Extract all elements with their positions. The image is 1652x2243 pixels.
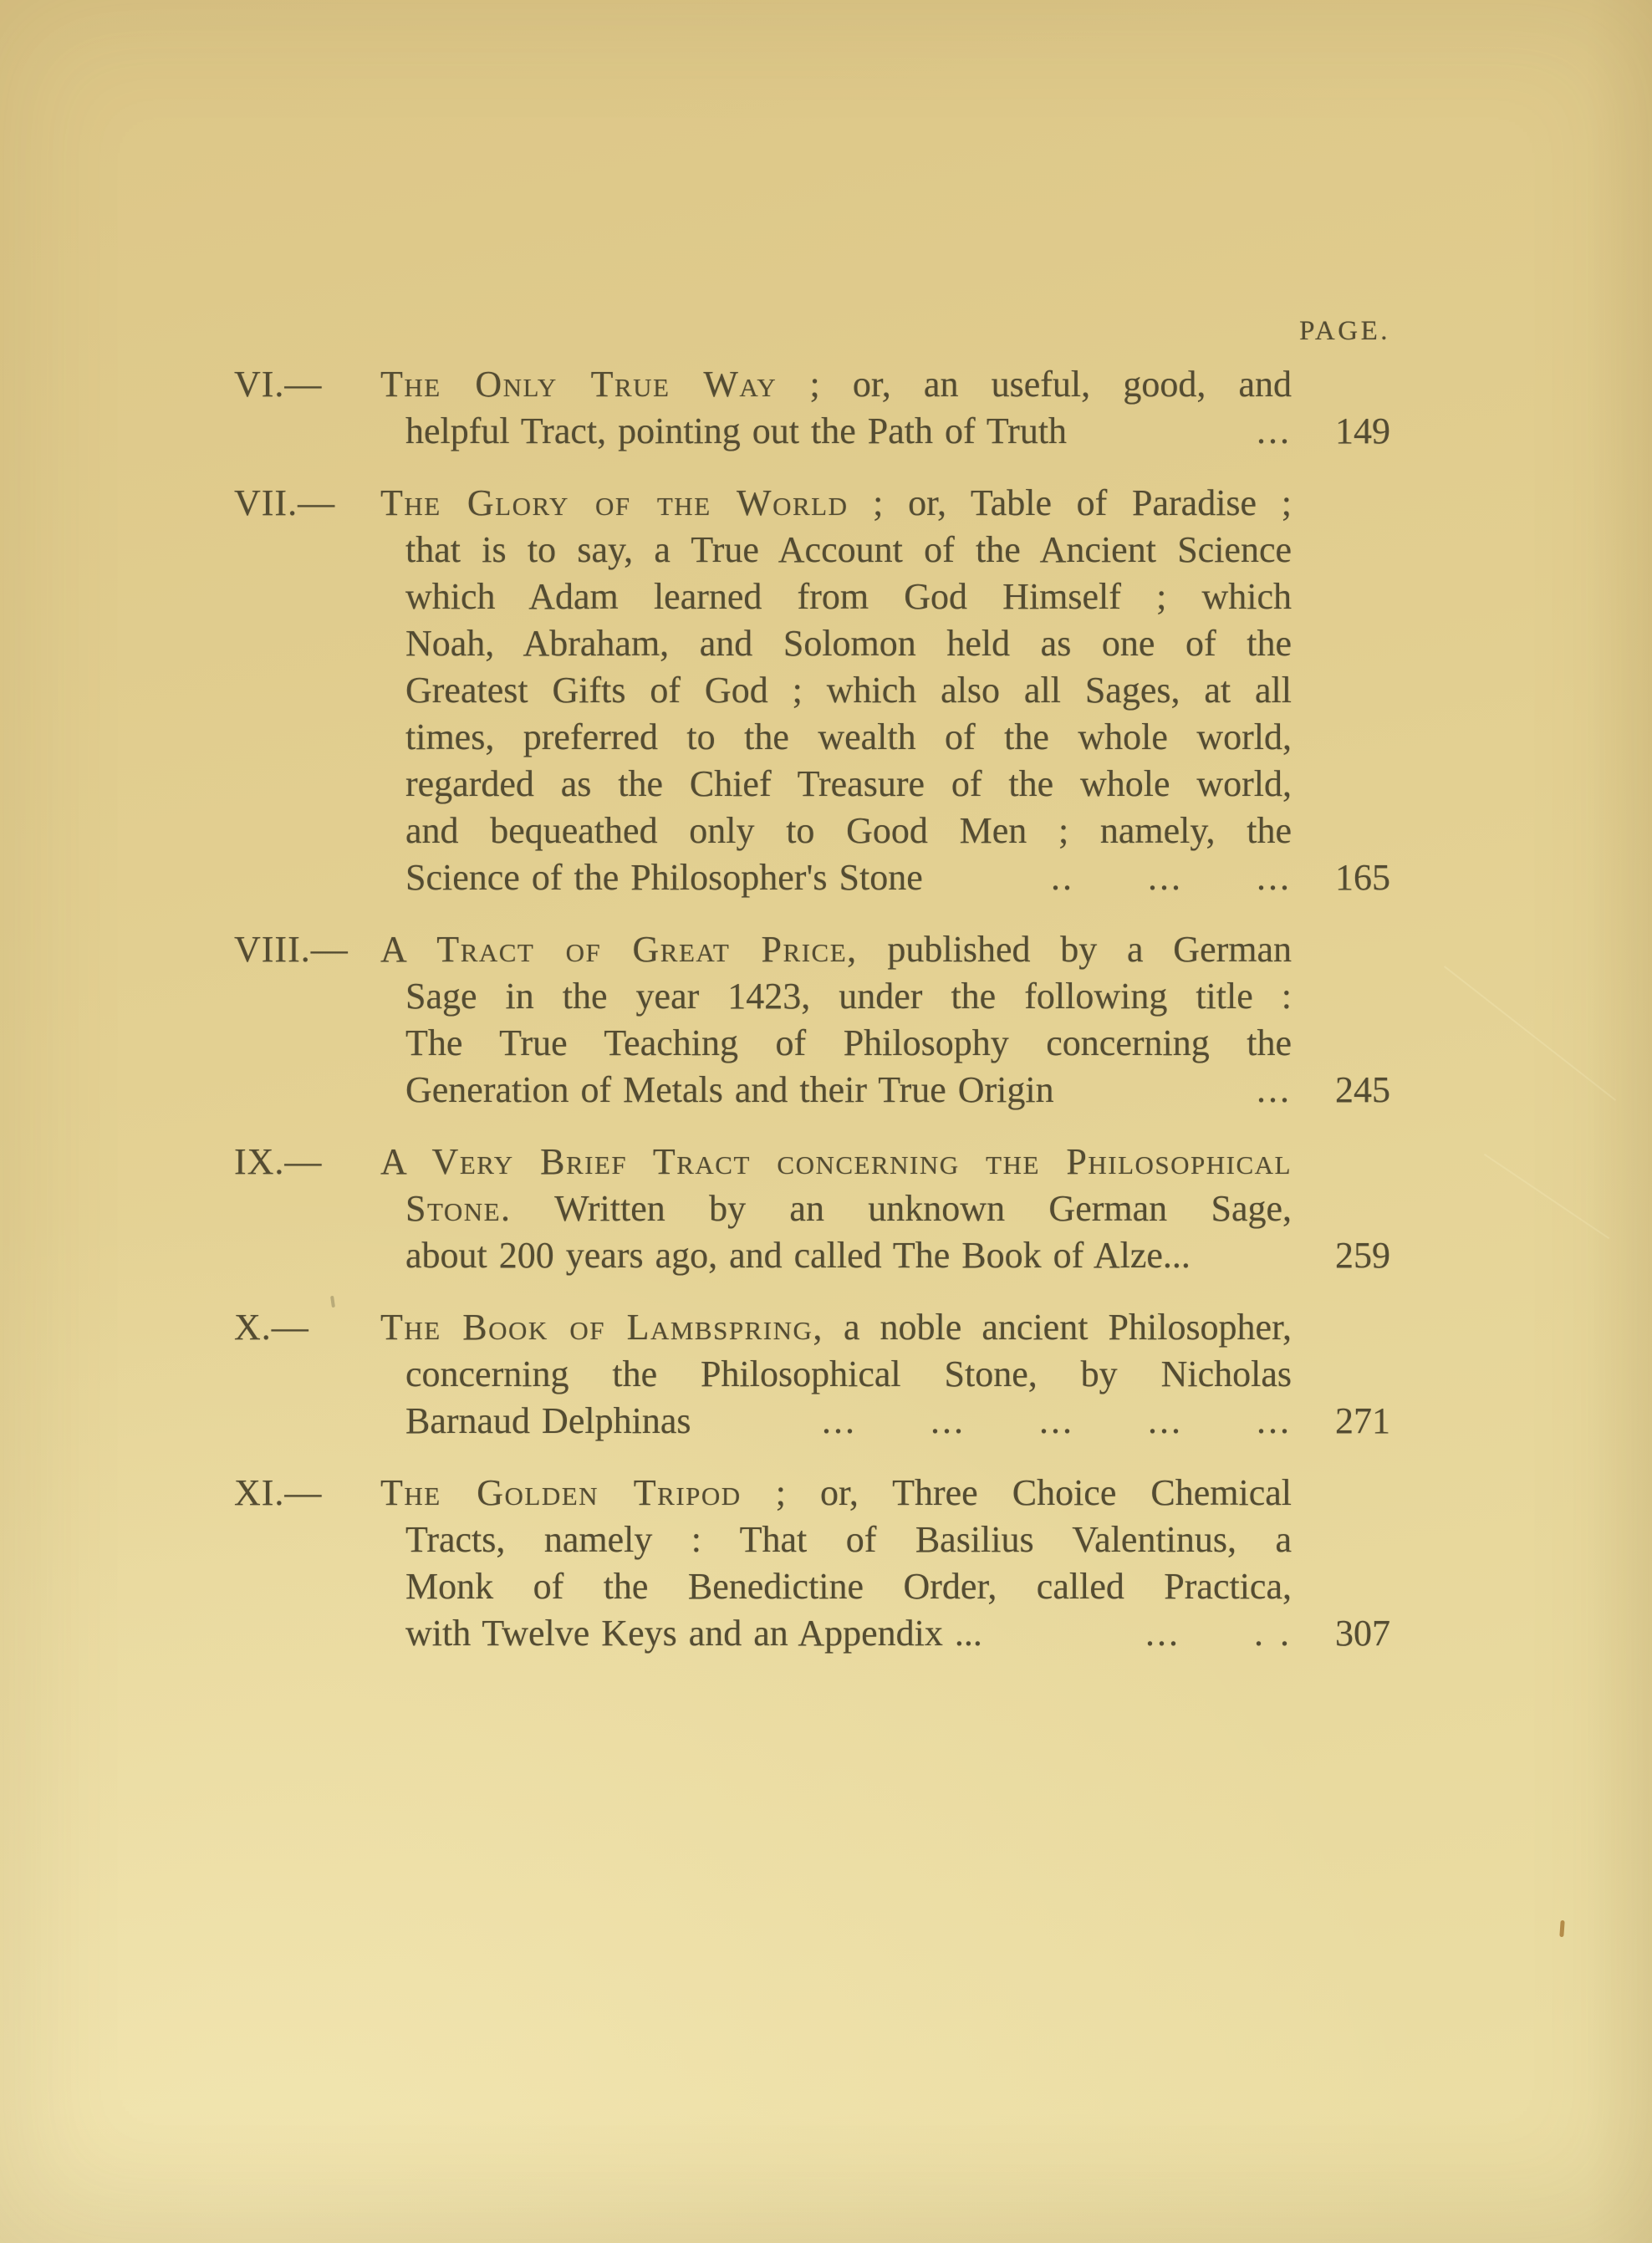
entry-line [405, 620, 1292, 667]
small-caps-segment: The Book of Lambspring, [380, 1307, 823, 1348]
entry-line [405, 808, 1292, 854]
entry-line [405, 714, 1292, 761]
line-text [405, 1188, 1292, 1229]
entry-line [234, 361, 1292, 408]
entry-line [405, 1232, 1390, 1279]
leader-dots [923, 854, 1292, 901]
entry-line [405, 973, 1292, 1020]
leader-dot-group: ... [1148, 1400, 1183, 1441]
line-text [380, 929, 1292, 970]
page-number: 307 [1335, 1613, 1390, 1654]
text-segment: Tracts, namely : That of Basilius Valentinus, a [405, 1519, 1292, 1560]
small-caps-segment: Stone. [405, 1188, 512, 1229]
entry-numeral: VI.— [234, 364, 323, 405]
leader-dot-group: ... [1148, 857, 1183, 898]
entry-line [405, 854, 1390, 901]
entry-line [234, 1304, 1292, 1351]
line-text [405, 576, 1292, 617]
leader-dots [691, 1398, 1292, 1445]
toc-entry [234, 1139, 1390, 1279]
text-segment: with Twelve Keys and an Appendix ... [405, 1613, 982, 1654]
line-text [380, 1472, 1292, 1513]
entry-line [405, 1398, 1390, 1445]
leader-dot-group: ... [1145, 1613, 1180, 1654]
toc [234, 361, 1390, 1682]
line-text [405, 716, 1292, 757]
toc-entry [234, 1304, 1390, 1445]
leader-dot-group: .. [1051, 857, 1074, 898]
leader-dot-group: ... [1257, 1400, 1292, 1441]
entry-line [405, 527, 1292, 573]
toc-entry [234, 1470, 1390, 1657]
leader-dots [1067, 408, 1292, 455]
line-text [405, 1353, 1292, 1394]
line-text [380, 1307, 1292, 1348]
entry-line [234, 1139, 1292, 1185]
line-text [405, 1519, 1292, 1560]
text-segment: concerning the Philosophical Stone, by Nicholas [405, 1353, 1292, 1394]
page-number: 165 [1335, 857, 1390, 898]
page-number: 271 [1335, 1400, 1390, 1441]
entry-numeral: XI.— [234, 1472, 323, 1513]
line-text [380, 364, 1292, 405]
text-segment: that is to say, a True Account of the Ancient Science [405, 529, 1292, 570]
small-caps-segment: The Only True Way [380, 364, 778, 405]
leader-dots [1054, 1067, 1292, 1114]
text-segment: Noah, Abraham, and Solomon held as one of the [405, 623, 1292, 664]
text-segment: The True Teaching of Philosophy concerning the [405, 1022, 1292, 1063]
entry-line [405, 1517, 1292, 1563]
small-caps-segment: The Golden Tripod [380, 1472, 742, 1513]
line-text [405, 1232, 1191, 1279]
text-segment: ; or, Table of Paradise ; [848, 482, 1293, 523]
line-text [405, 529, 1292, 570]
entry-line [405, 1185, 1292, 1232]
text-segment: a noble ancient Philosopher, [823, 1307, 1292, 1348]
paper-scratch [1444, 966, 1616, 1101]
small-caps-segment: A Tract of Great Price, [380, 929, 858, 970]
leader-dot-group: ... [1257, 1069, 1292, 1110]
toc-entry [234, 480, 1390, 901]
line-text [405, 763, 1292, 804]
toc-entry [234, 926, 1390, 1114]
toc-entry [234, 361, 1390, 455]
line-text [380, 482, 1292, 523]
text-segment: Science of the Philosopher's Stone [405, 857, 923, 898]
leader-dots [982, 1610, 1292, 1657]
page-number: 149 [1335, 410, 1390, 451]
entry-numeral: IX.— [234, 1141, 323, 1182]
text-segment: Sage in the year 1423, under the following title : [405, 976, 1292, 1017]
text-segment: Written by an unknown German Sage, [511, 1188, 1292, 1229]
line-text [405, 1067, 1054, 1114]
leader-dot-group: . . [1254, 1613, 1292, 1654]
paper-fiber-mark [1559, 1920, 1564, 1937]
text-segment: about 200 years ago, and called The Book of Alze... [405, 1235, 1191, 1276]
line-text [405, 854, 923, 901]
entry-line [405, 1563, 1292, 1610]
text-segment: Generation of Metals and their True Origin [405, 1069, 1054, 1110]
entry-numeral: VIII.— [234, 929, 349, 970]
text-segment: published by a German [857, 929, 1292, 970]
entry-numeral: VII.— [234, 482, 336, 523]
small-caps-segment: The Glory of the World [380, 482, 849, 523]
text-segment: helpful Tract, pointing out the Path of Truth [405, 410, 1068, 451]
line-text [405, 1566, 1292, 1607]
text-segment: regarded as the Chief Treasure of the whole world, [405, 763, 1292, 804]
line-text [405, 976, 1292, 1017]
text-segment: which Adam learned from God Himself ; which [405, 576, 1292, 617]
page-number: 245 [1335, 1069, 1390, 1110]
entry-line [405, 667, 1292, 714]
line-text [380, 1141, 1292, 1182]
line-text [405, 670, 1292, 711]
entry-line [234, 926, 1292, 973]
entry-numeral: X.— [234, 1307, 309, 1348]
page-column-header: PAGE. [1299, 316, 1390, 346]
entry-line [405, 1610, 1390, 1657]
leader-dot-group: ... [1257, 857, 1292, 898]
text-segment: Monk of the Benedictine Order, called Practica, [405, 1566, 1292, 1607]
leader-dot-group: ... [822, 1400, 857, 1441]
entry-line [234, 480, 1292, 527]
line-text [405, 623, 1292, 664]
text-segment: and bequeathed only to Good Men ; namely, the [405, 810, 1292, 851]
small-caps-segment: A Very Brief Tract concerning the Philosophical [380, 1141, 1292, 1182]
entry-line [405, 408, 1390, 455]
entry-line [405, 761, 1292, 808]
text-segment: times, preferred to the wealth of the whole world, [405, 716, 1292, 757]
line-text [405, 408, 1067, 455]
line-text [405, 1610, 982, 1657]
entry-line [405, 573, 1292, 620]
text-segment: ; or, Three Choice Chemical [741, 1472, 1293, 1513]
leader-dot-group: ... [1039, 1400, 1074, 1441]
line-text [405, 1022, 1292, 1063]
entry-line [234, 1470, 1292, 1517]
leader-dot-group: ... [1257, 410, 1292, 451]
paper-scratch [1484, 1154, 1609, 1239]
entry-line [405, 1020, 1292, 1067]
leader-dot-group: ... [931, 1400, 966, 1441]
line-text [405, 810, 1292, 851]
page-number: 259 [1335, 1235, 1390, 1276]
entry-line [405, 1067, 1390, 1114]
text-segment: Barnaud Delphinas [405, 1400, 691, 1441]
entry-line [405, 1351, 1292, 1398]
text-segment: Greatest Gifts of God ; which also all Sages, at all [405, 670, 1292, 711]
line-text [405, 1398, 691, 1445]
text-segment: ; or, an useful, good, and [777, 364, 1293, 405]
